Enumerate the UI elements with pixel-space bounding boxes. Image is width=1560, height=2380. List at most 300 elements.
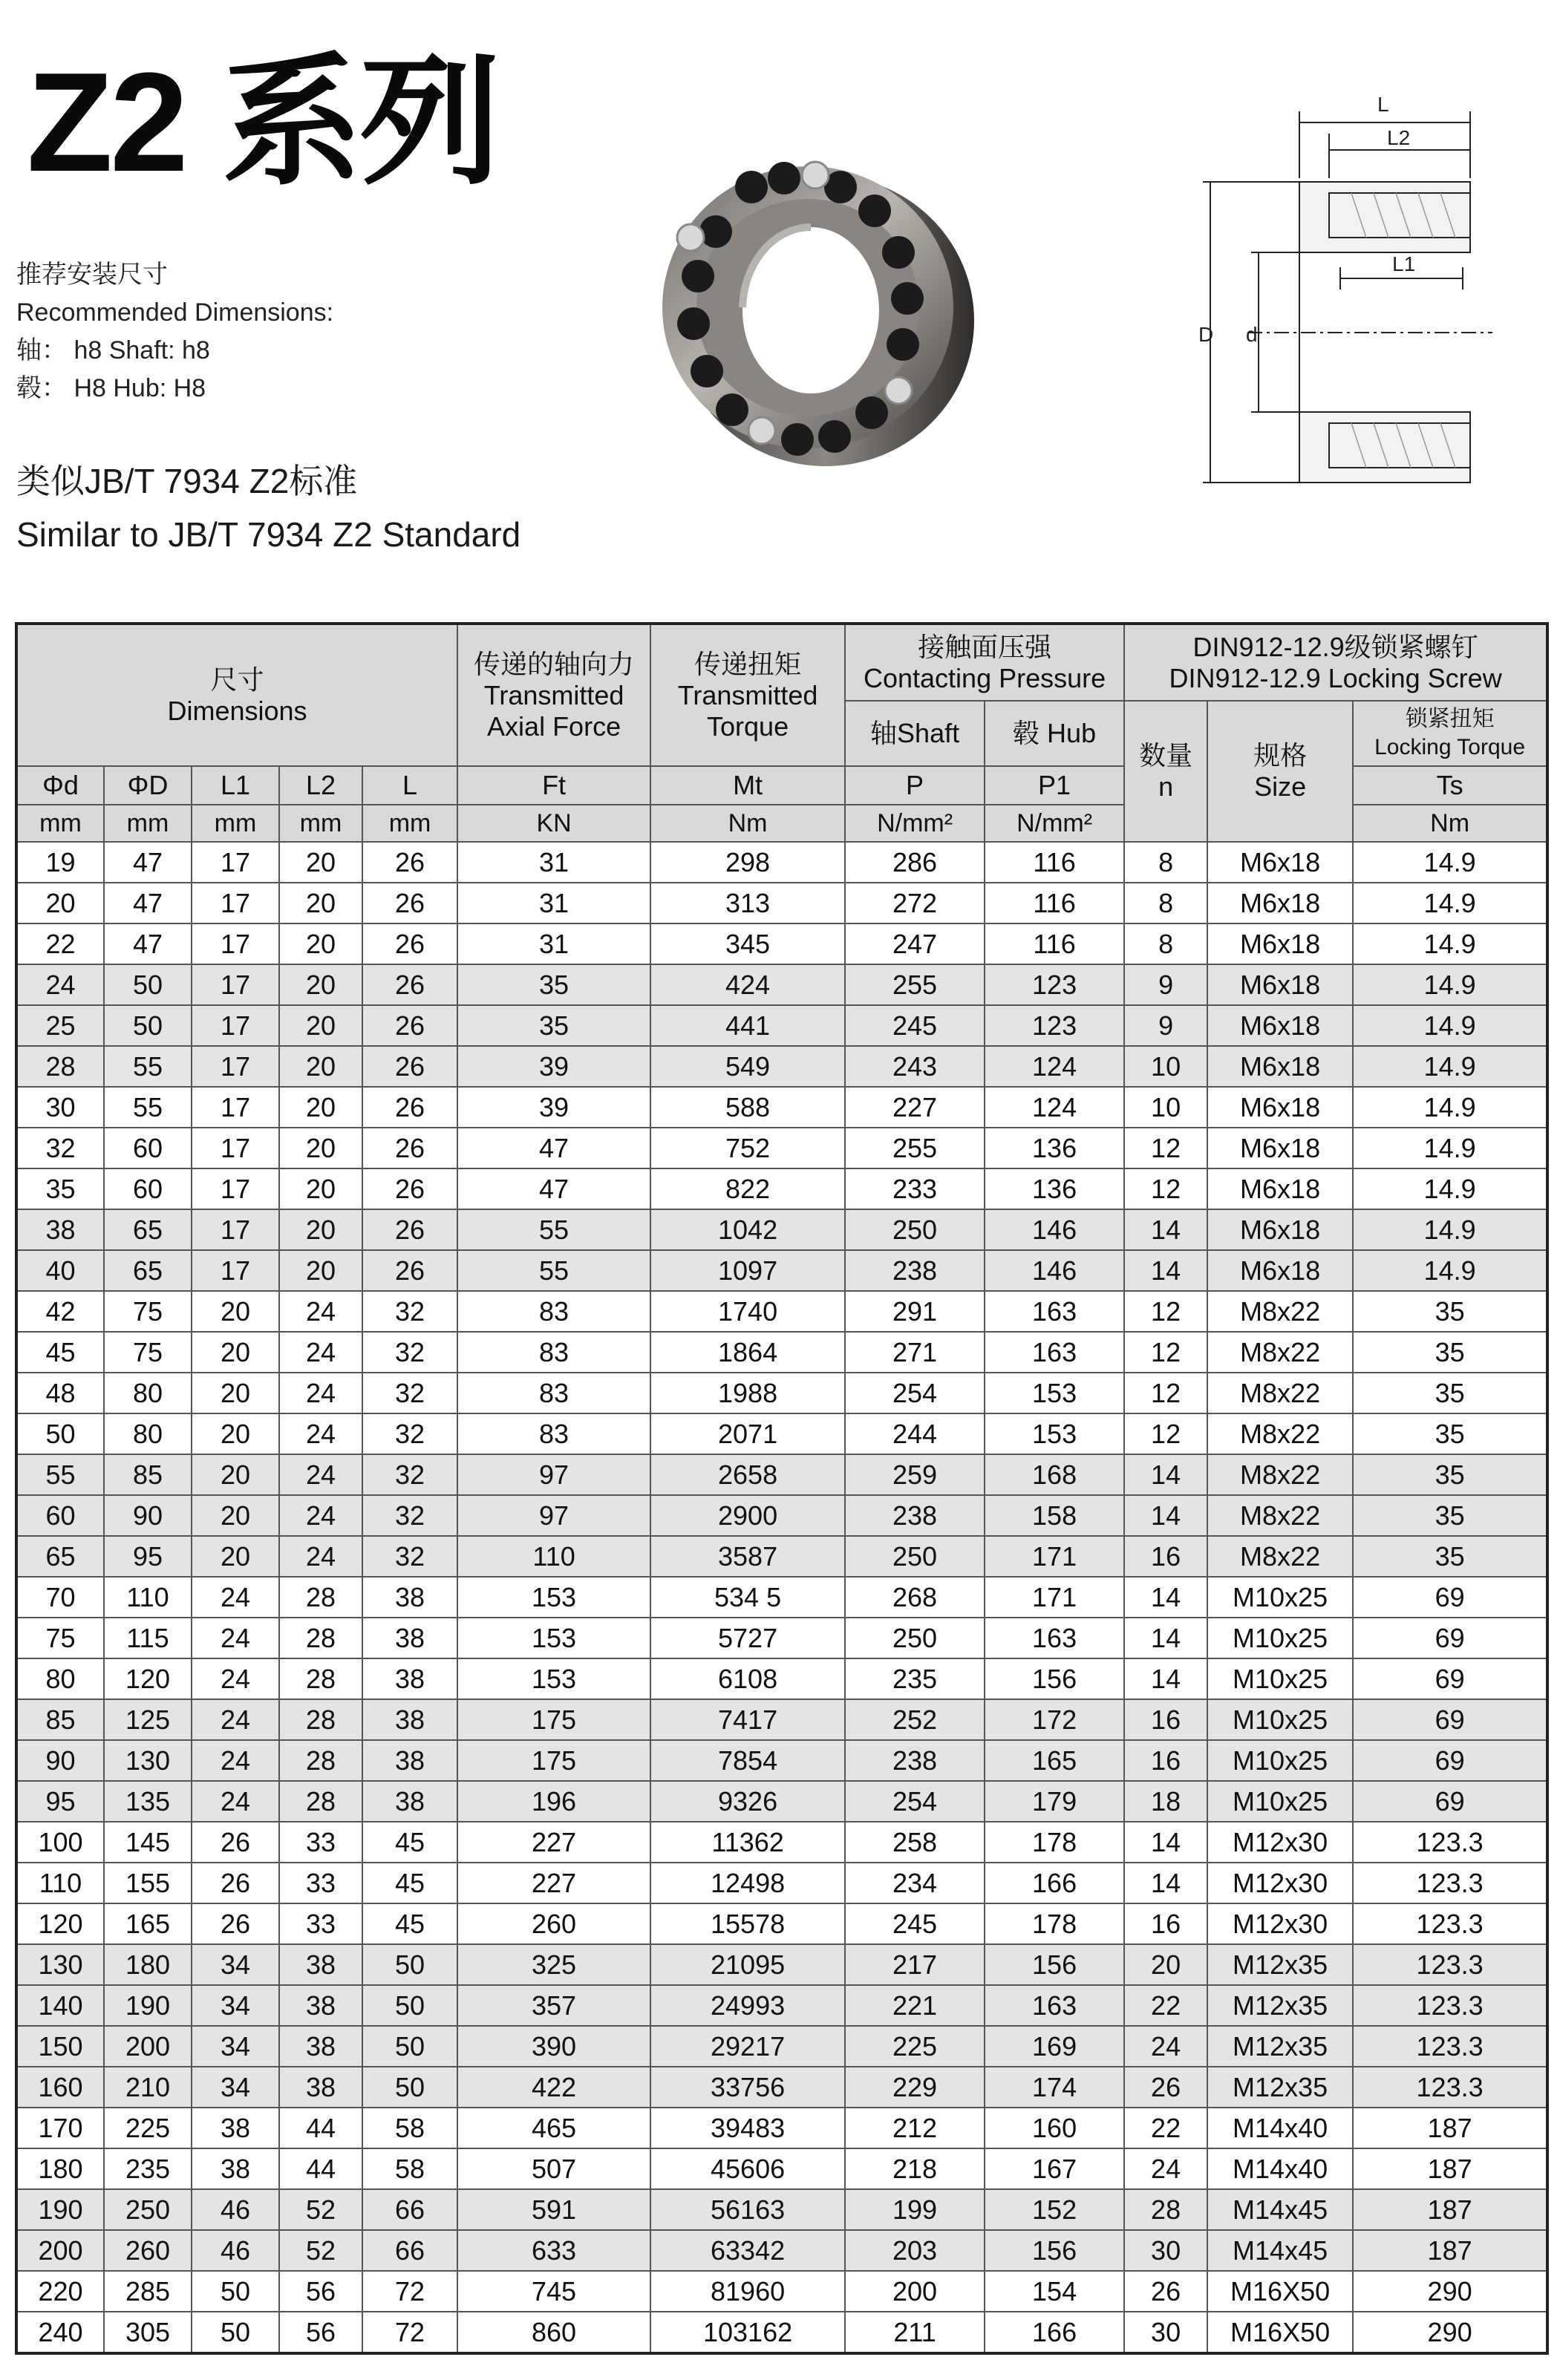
table-cell: 12498 — [650, 1863, 845, 1903]
sym-L: L — [362, 766, 457, 805]
table-cell: 250 — [845, 1618, 985, 1658]
table-cell: 258 — [845, 1822, 985, 1863]
table-cell: 160 — [16, 2067, 104, 2108]
table-cell: M6x18 — [1207, 1005, 1353, 1046]
table-cell: 8 — [1124, 842, 1207, 883]
table-cell: 285 — [104, 2271, 192, 2312]
table-cell: 24 — [192, 1577, 279, 1618]
table-cell: 69 — [1353, 1740, 1547, 1781]
table-cell: 291 — [845, 1291, 985, 1332]
table-cell: 26 — [1124, 2271, 1207, 2312]
table-cell: 8 — [1124, 883, 1207, 923]
table-cell: 20 — [279, 1087, 362, 1128]
hub-header: 毂 Hub — [985, 701, 1124, 766]
table-cell: M8x22 — [1207, 1495, 1353, 1536]
table-cell: 18 — [1124, 1781, 1207, 1822]
table-cell: M16X50 — [1207, 2312, 1353, 2353]
table-row — [16, 2026, 1547, 2067]
table-cell: 153 — [457, 1577, 650, 1618]
standard-cn: 类似JB/T 7934 Z2标准 — [16, 462, 358, 500]
table-cell: 50 — [104, 964, 192, 1005]
table-cell: 225 — [845, 2026, 985, 2067]
table-row — [16, 1373, 1547, 1413]
table-cell: 20 — [192, 1291, 279, 1332]
table-cell: 10 — [1124, 1046, 1207, 1087]
table-cell: 30 — [1124, 2312, 1207, 2353]
table-cell: 14.9 — [1353, 883, 1547, 923]
table-cell: 178 — [985, 1903, 1124, 1944]
table-cell: 72 — [362, 2312, 457, 2353]
locking-torque-header: 锁紧扭矩 Locking Torque — [1353, 701, 1547, 766]
table-cell: 26 — [362, 923, 457, 964]
unit-Ts: Nm — [1353, 805, 1547, 842]
table-cell: 221 — [845, 1985, 985, 2026]
pressure-header: 接触面压强 Contacting Pressure — [845, 624, 1124, 701]
table-cell: 26 — [362, 964, 457, 1005]
table-cell: 21095 — [650, 1944, 845, 1985]
table-cell: 12 — [1124, 1373, 1207, 1413]
table-cell: 822 — [650, 1168, 845, 1209]
table-cell: M10x25 — [1207, 1577, 1353, 1618]
table-cell: 255 — [845, 1128, 985, 1168]
table-cell: 63342 — [650, 2230, 845, 2271]
table-cell: 50 — [362, 2067, 457, 2108]
table-cell: 165 — [985, 1740, 1124, 1781]
table-cell: 125 — [104, 1699, 192, 1740]
table-cell: 14 — [1124, 1822, 1207, 1863]
table-cell: 591 — [457, 2189, 650, 2230]
table-cell: 40 — [16, 1250, 104, 1291]
table-cell: 390 — [457, 2026, 650, 2067]
table-cell: 28 — [279, 1740, 362, 1781]
table-cell: 66 — [362, 2189, 457, 2230]
table-cell: 46 — [192, 2189, 279, 2230]
table-row — [16, 1658, 1547, 1699]
table-cell: 123.3 — [1353, 1903, 1547, 1944]
unit-Mt: Nm — [650, 805, 845, 842]
table-cell: 55 — [16, 1454, 104, 1495]
table-cell: 52 — [279, 2189, 362, 2230]
table-cell: 7417 — [650, 1699, 845, 1740]
table-cell: 12 — [1124, 1291, 1207, 1332]
table-cell: 69 — [1353, 1618, 1547, 1658]
table-cell: 244 — [845, 1413, 985, 1454]
table-cell: 20 — [279, 1209, 362, 1250]
table-cell: 169 — [985, 2026, 1124, 2067]
table-cell: 123.3 — [1353, 1985, 1547, 2026]
table-cell: 31 — [457, 883, 650, 923]
table-cell: 238 — [845, 1495, 985, 1536]
table-cell: 200 — [16, 2230, 104, 2271]
table-cell: 313 — [650, 883, 845, 923]
table-cell: 140 — [16, 1985, 104, 2026]
table-cell: 17 — [192, 1168, 279, 1209]
table-row — [16, 1454, 1547, 1495]
table-cell: 38 — [192, 2108, 279, 2148]
table-cell: 115 — [104, 1618, 192, 1658]
table-cell: 16 — [1124, 1536, 1207, 1577]
table-cell: 227 — [457, 1863, 650, 1903]
table-cell: M6x18 — [1207, 923, 1353, 964]
table-cell: M8x22 — [1207, 1454, 1353, 1495]
table-cell: 38 — [16, 1209, 104, 1250]
table-cell: 155 — [104, 1863, 192, 1903]
table-cell: 19 — [16, 842, 104, 883]
table-cell: 357 — [457, 1985, 650, 2026]
table-cell: 50 — [16, 1413, 104, 1454]
table-cell: 24 — [16, 964, 104, 1005]
table-cell: 69 — [1353, 1781, 1547, 1822]
table-cell: 103162 — [650, 2312, 845, 2353]
table-cell: 24 — [1124, 2026, 1207, 2067]
table-cell: 33 — [279, 1863, 362, 1903]
table-cell: 32 — [16, 1128, 104, 1168]
table-cell: 58 — [362, 2108, 457, 2148]
table-cell: 210 — [104, 2067, 192, 2108]
table-row — [16, 2148, 1547, 2189]
table-cell: 35 — [1353, 1536, 1547, 1577]
table-cell: 160 — [985, 2108, 1124, 2148]
table-row — [16, 1168, 1547, 1209]
table-cell: 8 — [1124, 923, 1207, 964]
table-row — [16, 842, 1547, 883]
table-cell: 42 — [16, 1291, 104, 1332]
table-cell: 260 — [457, 1903, 650, 1944]
table-cell: M12x35 — [1207, 2026, 1353, 2067]
table-cell: 1864 — [650, 1332, 845, 1373]
table-cell: 752 — [650, 1128, 845, 1168]
table-cell: 16 — [1124, 1740, 1207, 1781]
table-cell: 45 — [362, 1822, 457, 1863]
table-cell: 17 — [192, 923, 279, 964]
table-cell: 33756 — [650, 2067, 845, 2108]
table-cell: 32 — [362, 1454, 457, 1495]
table-row — [16, 1250, 1547, 1291]
table-cell: 26 — [362, 883, 457, 923]
table-cell: 1988 — [650, 1373, 845, 1413]
table-cell: 441 — [650, 1005, 845, 1046]
table-cell: 47 — [104, 923, 192, 964]
table-cell: 26 — [192, 1863, 279, 1903]
table-cell: 187 — [1353, 2148, 1547, 2189]
table-cell: 38 — [279, 1944, 362, 1985]
table-cell: 166 — [985, 2312, 1124, 2353]
table-cell: 240 — [16, 2312, 104, 2353]
torque-header: 传递扭矩 Transmitted Torque — [650, 624, 845, 766]
table-cell: 199 — [845, 2189, 985, 2230]
dimensions-header: 尺寸 Dimensions — [16, 624, 457, 766]
table-cell: 17 — [192, 842, 279, 883]
table-row — [16, 1699, 1547, 1740]
table-cell: M6x18 — [1207, 842, 1353, 883]
table-cell: 745 — [457, 2271, 650, 2312]
table-cell: 58 — [362, 2148, 457, 2189]
table-cell: 14 — [1124, 1209, 1207, 1250]
table-cell: 16 — [1124, 1903, 1207, 1944]
table-cell: M8x22 — [1207, 1332, 1353, 1373]
table-cell: 124 — [985, 1046, 1124, 1087]
table-cell: 80 — [104, 1413, 192, 1454]
shaft-tolerance: 轴： h8 Shaft: h8 — [16, 336, 210, 364]
table-cell: 38 — [279, 1985, 362, 2026]
sym-D: ΦD — [104, 766, 192, 805]
table-cell: 75 — [104, 1291, 192, 1332]
table-cell: 28 — [16, 1046, 104, 1087]
table-cell: 20 — [192, 1413, 279, 1454]
table-cell: 38 — [279, 2026, 362, 2067]
hub-tolerance: 毂： H8 Hub: H8 — [16, 374, 206, 402]
table-cell: M14x45 — [1207, 2230, 1353, 2271]
table-cell: 32 — [362, 1495, 457, 1536]
table-cell: 187 — [1353, 2189, 1547, 2230]
table-cell: 32 — [362, 1536, 457, 1577]
drawing-label-L1: L1 — [1392, 252, 1416, 275]
table-cell: 2071 — [650, 1413, 845, 1454]
table-cell: 5727 — [650, 1618, 845, 1658]
table-cell: 233 — [845, 1168, 985, 1209]
locking-assembly-photo — [639, 148, 980, 475]
table-row — [16, 1128, 1547, 1168]
table-cell: 14.9 — [1353, 964, 1547, 1005]
table-cell: 24 — [192, 1618, 279, 1658]
table-cell: 47 — [457, 1168, 650, 1209]
table-cell: 247 — [845, 923, 985, 964]
table-cell: 17 — [192, 1250, 279, 1291]
table-cell: 12 — [1124, 1168, 1207, 1209]
table-cell: 20 — [1124, 1944, 1207, 1985]
table-cell: 45606 — [650, 2148, 845, 2189]
table-cell: M6x18 — [1207, 964, 1353, 1005]
table-cell: 305 — [104, 2312, 192, 2353]
table-cell: 167 — [985, 2148, 1124, 2189]
table-cell: 34 — [192, 2067, 279, 2108]
table-row — [16, 1495, 1547, 1536]
table-cell: 45 — [16, 1332, 104, 1373]
table-cell: 165 — [104, 1903, 192, 1944]
table-cell: 83 — [457, 1373, 650, 1413]
table-cell: 26 — [192, 1822, 279, 1863]
table-cell: 20 — [279, 883, 362, 923]
table-cell: 220 — [16, 2271, 104, 2312]
table-cell: 245 — [845, 1005, 985, 1046]
table-cell: 38 — [362, 1699, 457, 1740]
table-cell: 123.3 — [1353, 1822, 1547, 1863]
table-cell: M12x30 — [1207, 1822, 1353, 1863]
table-row — [16, 2108, 1547, 2148]
sym-L2: L2 — [279, 766, 362, 805]
table-cell: 24 — [279, 1454, 362, 1495]
table-cell: 38 — [362, 1781, 457, 1822]
table-cell: 14.9 — [1353, 1005, 1547, 1046]
table-row — [16, 1903, 1547, 1944]
table-cell: 50 — [192, 2312, 279, 2353]
table-cell: 44 — [279, 2108, 362, 2148]
table-cell: 14.9 — [1353, 1209, 1547, 1250]
table-cell: 34 — [192, 2026, 279, 2067]
table-cell: 254 — [845, 1373, 985, 1413]
table-cell: 130 — [104, 1740, 192, 1781]
table-cell: 20 — [279, 1128, 362, 1168]
unit-d: mm — [16, 805, 104, 842]
table-cell: 422 — [457, 2067, 650, 2108]
table-cell: 28 — [279, 1781, 362, 1822]
standard-en: Similar to JB/T 7934 Z2 Standard — [16, 515, 521, 554]
table-cell: 12 — [1124, 1332, 1207, 1373]
table-cell: 14.9 — [1353, 1168, 1547, 1209]
table-row — [16, 1944, 1547, 1985]
table-cell: 163 — [985, 1985, 1124, 2026]
table-cell: 66 — [362, 2230, 457, 2271]
page-title: Z2 系列 — [27, 44, 498, 201]
table-cell: 30 — [1124, 2230, 1207, 2271]
sym-d: Φd — [16, 766, 104, 805]
table-cell: 47 — [104, 842, 192, 883]
table-cell: 28 — [1124, 2189, 1207, 2230]
table-cell: 24 — [279, 1413, 362, 1454]
table-cell: 20 — [279, 964, 362, 1005]
table-cell: 860 — [457, 2312, 650, 2353]
table-cell: 170 — [16, 2108, 104, 2148]
table-cell: 14.9 — [1353, 842, 1547, 883]
table-cell: 24 — [192, 1658, 279, 1699]
table-cell: 24 — [279, 1536, 362, 1577]
table-cell: 146 — [985, 1250, 1124, 1291]
table-cell: 250 — [845, 1209, 985, 1250]
table-cell: 218 — [845, 2148, 985, 2189]
drawing-label-L: L — [1377, 93, 1389, 116]
table-row — [16, 1413, 1547, 1454]
table-cell: 163 — [985, 1618, 1124, 1658]
table-cell: 85 — [16, 1699, 104, 1740]
table-cell: 20 — [16, 883, 104, 923]
table-cell: 17 — [192, 1209, 279, 1250]
table-cell: 65 — [104, 1250, 192, 1291]
table-cell: 22 — [1124, 2108, 1207, 2148]
table-cell: 52 — [279, 2230, 362, 2271]
table-cell: 217 — [845, 1944, 985, 1985]
table-cell: 35 — [1353, 1495, 1547, 1536]
table-cell: 17 — [192, 1128, 279, 1168]
table-cell: 187 — [1353, 2230, 1547, 2271]
table-cell: 11362 — [650, 1822, 845, 1863]
table-cell: 200 — [104, 2026, 192, 2067]
recommended-en: Recommended Dimensions: — [16, 298, 334, 327]
table-cell: M6x18 — [1207, 1087, 1353, 1128]
table-cell: 55 — [457, 1250, 650, 1291]
table-cell: 14.9 — [1353, 1250, 1547, 1291]
table-cell: 17 — [192, 883, 279, 923]
table-cell: 245 — [845, 1903, 985, 1944]
table-cell: 26 — [362, 1087, 457, 1128]
table-cell: 110 — [457, 1536, 650, 1577]
table-cell: 24 — [192, 1699, 279, 1740]
table-cell: M6x18 — [1207, 1128, 1353, 1168]
table-cell: 24 — [192, 1740, 279, 1781]
table-cell: 29217 — [650, 2026, 845, 2067]
table-cell: 35 — [1353, 1373, 1547, 1413]
table-cell: 28 — [279, 1577, 362, 1618]
table-cell: 124 — [985, 1087, 1124, 1128]
table-row — [16, 2271, 1547, 2312]
table-cell: M8x22 — [1207, 1536, 1353, 1577]
table-cell: 345 — [650, 923, 845, 964]
table-cell: M6x18 — [1207, 1168, 1353, 1209]
sym-P1: P1 — [985, 766, 1124, 805]
table-cell: M8x22 — [1207, 1413, 1353, 1454]
table-cell: 14 — [1124, 1250, 1207, 1291]
table-cell: 31 — [457, 923, 650, 964]
table-cell: 39 — [457, 1046, 650, 1087]
sym-Mt: Mt — [650, 766, 845, 805]
unit-D: mm — [104, 805, 192, 842]
table-cell: 97 — [457, 1454, 650, 1495]
table-cell: 2658 — [650, 1454, 845, 1495]
table-cell: 50 — [362, 2026, 457, 2067]
table-cell: 465 — [457, 2108, 650, 2148]
table-row — [16, 1536, 1547, 1577]
table-cell: 196 — [457, 1781, 650, 1822]
table-cell: 14 — [1124, 1863, 1207, 1903]
table-cell: 39 — [457, 1087, 650, 1128]
table-cell: 290 — [1353, 2271, 1547, 2312]
table-cell: 123.3 — [1353, 2026, 1547, 2067]
table-cell: 168 — [985, 1454, 1124, 1495]
table-cell: 175 — [457, 1699, 650, 1740]
table-cell: 190 — [104, 1985, 192, 2026]
unit-L: mm — [362, 805, 457, 842]
table-cell: 48 — [16, 1373, 104, 1413]
table-cell: 325 — [457, 1944, 650, 1985]
table-cell: 227 — [845, 1087, 985, 1128]
table-cell: 6108 — [650, 1658, 845, 1699]
table-cell: 26 — [362, 1250, 457, 1291]
spec-table-container — [15, 622, 1546, 2355]
unit-L1: mm — [192, 805, 279, 842]
table-cell: 1740 — [650, 1291, 845, 1332]
table-cell: 35 — [16, 1168, 104, 1209]
table-cell: 20 — [192, 1373, 279, 1413]
table-cell: 100 — [16, 1822, 104, 1863]
table-cell: 33 — [279, 1822, 362, 1863]
table-cell: M12x35 — [1207, 1944, 1353, 1985]
table-cell: 34 — [192, 1944, 279, 1985]
table-cell: 69 — [1353, 1577, 1547, 1618]
table-cell: M6x18 — [1207, 1209, 1353, 1250]
table-cell: 32 — [362, 1291, 457, 1332]
table-cell: 172 — [985, 1699, 1124, 1740]
spec-table — [15, 622, 1549, 2355]
table-cell: 187 — [1353, 2108, 1547, 2148]
locking-screw-header: DIN912-12.9级锁紧螺钉 DIN912-12.9 Locking Screw — [1124, 624, 1547, 701]
table-cell: 20 — [192, 1536, 279, 1577]
table-cell: 154 — [985, 2271, 1124, 2312]
table-cell: 20 — [192, 1454, 279, 1495]
table-row — [16, 1332, 1547, 1373]
table-cell: 2900 — [650, 1495, 845, 1536]
table-cell: 171 — [985, 1577, 1124, 1618]
table-cell: M8x22 — [1207, 1291, 1353, 1332]
table-cell: 35 — [1353, 1332, 1547, 1373]
table-cell: 24 — [279, 1495, 362, 1536]
table-row — [16, 1740, 1547, 1781]
table-cell: 95 — [104, 1536, 192, 1577]
table-cell: 163 — [985, 1291, 1124, 1332]
table-row — [16, 923, 1547, 964]
table-cell: 20 — [192, 1332, 279, 1373]
table-cell: 35 — [457, 964, 650, 1005]
table-cell: 136 — [985, 1168, 1124, 1209]
table-cell: 35 — [1353, 1291, 1547, 1332]
